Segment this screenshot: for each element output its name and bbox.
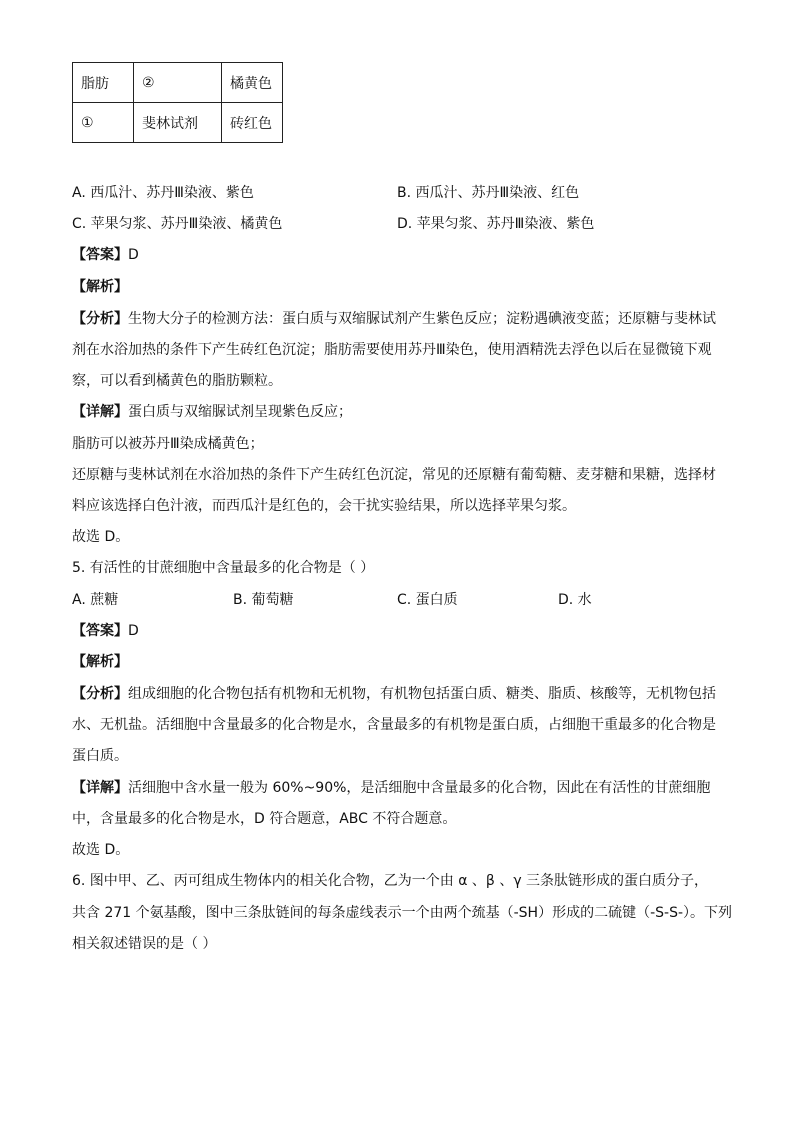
analysis-tag: 【解析】 [72, 279, 128, 295]
table-row [73, 103, 283, 143]
q4-xiangjie-text: 脂肪可以被苏丹Ⅲ染成橘黄色； [72, 436, 264, 452]
answer-value: D [128, 623, 139, 639]
q5-answer [72, 621, 139, 641]
q5-xiangjie-text: 活细胞中含水量一般为 60%~90%，是活细胞中含量最多的化合物，因此在有活性的甘蔗细胞 [128, 780, 711, 796]
q4-option-d: D. 苹果匀浆、苏丹Ⅲ染液、紫色 [397, 216, 595, 232]
q4-xiangjie-text: 蛋白质与双缩脲试剂呈现紫色反应； [128, 404, 352, 420]
q4-fenxi-text: 剂在水浴加热的条件下产生砖红色沉淀；脂肪需要使用苏丹Ⅲ染色，使用酒精洗去浮色以后在显微镜下观 [72, 342, 712, 358]
q4-xiangjie-text: 还原糖与斐林试剂在水浴加热的条件下产生砖红色沉淀，常见的还原糖有葡萄糖、麦芽糖和果糖，选择材 [72, 467, 716, 483]
table-row [73, 63, 283, 103]
q4-conclusion: 故选 D。 [72, 529, 130, 545]
q5-option-a: A. 蔗糖 [72, 592, 119, 608]
reagent-table [72, 62, 283, 143]
q4-option-b: B. 西瓜汁、苏丹Ⅲ染液、红色 [397, 185, 580, 201]
q4-fenxi-line [72, 309, 716, 329]
table-cell: ① [73, 103, 134, 143]
table-cell: 砖红色 [222, 103, 283, 143]
analysis-tag: 【解析】 [72, 654, 128, 670]
q5-option-c: C. 蛋白质 [397, 592, 458, 608]
table-cell: 斐林试剂 [134, 103, 222, 143]
q5-fenxi-text: 组成细胞的化合物包括有机物和无机物，有机物包括蛋白质、糖类、脂质、核酸等，无机物包括 [128, 686, 716, 702]
q6-stem: 共含 271 个氨基酸，图中三条肽链间的每条虚线表示一个由两个巯基（-SH）形成的二硫键（-S-S-）。下列 [72, 905, 733, 921]
fenxi-tag: 【分析】 [72, 311, 128, 327]
answer-tag: 【答案】 [72, 623, 128, 639]
table-cell: ② [134, 63, 222, 103]
q4-option-a: A. 西瓜汁、苏丹Ⅲ染液、紫色 [72, 185, 254, 201]
q5-conclusion: 故选 D。 [72, 842, 130, 858]
table-cell: 橘黄色 [222, 63, 283, 103]
q5-fenxi-text: 水、无机盐。活细胞中含量最多的化合物是水，含量最多的有机物是蛋白质，占细胞干重最多的化合物是 [72, 717, 716, 733]
q4-analysis-heading [72, 277, 128, 297]
q5-stem: 5. 有活性的甘蔗细胞中含量最多的化合物是（ ） [72, 560, 375, 576]
answer-value: D [128, 247, 139, 263]
q5-fenxi-text: 蛋白质。 [72, 748, 128, 764]
q5-option-d: D. 水 [558, 592, 592, 608]
q5-xiangjie-text: 中，含量最多的化合物是水，D 符合题意，ABC 不符合题意。 [72, 811, 457, 827]
q4-xiangjie-line [72, 402, 352, 422]
q5-option-b: B. 葡萄糖 [233, 592, 294, 608]
q5-fenxi-line [72, 684, 716, 704]
xiangjie-tag: 【详解】 [72, 404, 128, 420]
answer-tag: 【答案】 [72, 247, 128, 263]
table-cell: 脂肪 [73, 63, 134, 103]
q5-analysis-heading [72, 652, 128, 672]
q5-xiangjie-line [72, 778, 710, 798]
q4-xiangjie-text: 料应该选择白色汁液，而西瓜汁是红色的，会干扰实验结果，所以选择苹果匀浆。 [72, 498, 576, 514]
xiangjie-tag: 【详解】 [72, 780, 128, 796]
q4-answer [72, 245, 139, 265]
q6-stem: 6. 图中甲、乙、丙可组成生物体内的相关化合物，乙为一个由 α 、β 、γ 三条肽链形成的蛋白质分子， [72, 873, 709, 889]
q4-option-c: C. 苹果匀浆、苏丹Ⅲ染液、橘黄色 [72, 216, 283, 232]
q4-fenxi-text: 察，可以看到橘黄色的脂肪颗粒。 [72, 373, 282, 389]
q6-stem: 相关叙述错误的是（ ） [72, 936, 217, 952]
q4-fenxi-text: 生物大分子的检测方法：蛋白质与双缩脲试剂产生紫色反应；淀粉遇碘液变蓝；还原糖与斐林试 [128, 311, 716, 327]
fenxi-tag: 【分析】 [72, 686, 128, 702]
